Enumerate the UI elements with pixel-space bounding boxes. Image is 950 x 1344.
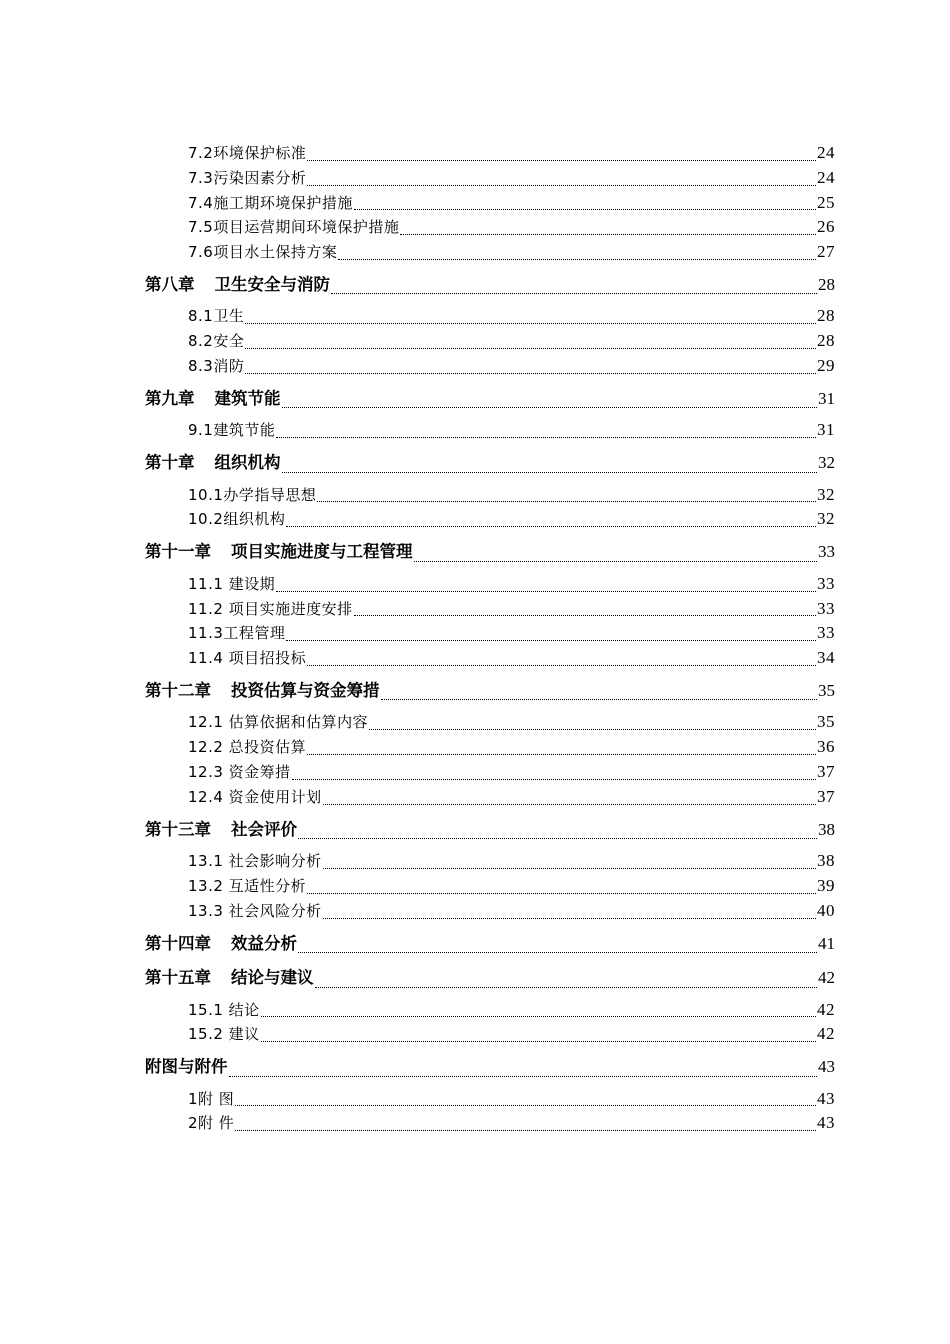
toc-page-number: 27 [817,242,835,262]
toc-section-entry[interactable] [145,621,835,646]
toc-section-entry[interactable] [145,1022,835,1047]
toc-page-number: 31 [817,420,835,440]
toc-page-number: 32 [818,453,835,473]
toc-dot-leader [298,952,817,953]
toc-entry-title: 10.2组织机构 [188,510,286,529]
toc-dot-leader [276,591,816,592]
toc-dot-leader [286,526,816,527]
toc-chapter-title: 结论与建议 [231,968,314,988]
toc-page-number: 43 [817,1088,835,1108]
toc-page-number: 36 [817,737,835,757]
toc-section-entry[interactable] [145,597,835,622]
toc-dot-leader [245,323,816,324]
toc-entry-title: 1附 图 [188,1089,235,1108]
toc-entry-title: 13.3 社会风险分析 [188,901,322,920]
toc-section-entry[interactable] [145,166,835,191]
toc-entry-title: 11.1 建设期 [188,574,276,593]
toc-chapter-entry[interactable] [145,815,835,845]
toc-section-entry[interactable] [145,646,835,671]
toc-dot-leader [286,640,816,641]
toc-chapter-number: 第九章 [145,388,195,408]
toc-chapter-number: 第八章 [145,274,195,294]
toc-entry-title: 7.3污染因素分析 [188,168,307,187]
toc-dot-leader [400,234,816,235]
toc-entry-title [145,384,281,414]
toc-page-number: 33 [817,598,835,618]
toc-page-number: 40 [817,900,835,920]
toc-entry-title: 10.1办学指导思想 [188,485,317,504]
toc-entry-title: 12.4 资金使用计划 [188,787,322,806]
toc-entry-title: 11.3工程管理 [188,624,286,643]
toc-dot-leader [354,615,816,616]
toc-chapter-entry[interactable] [145,384,835,414]
toc-page-number: 28 [817,306,835,326]
toc-page-number: 28 [818,274,835,294]
toc-entry-title: 附图与附件 [145,1057,228,1077]
toc-dot-leader [276,437,816,438]
toc-chapter-number: 第十二章 [145,680,211,700]
toc-chapter-title: 组织机构 [214,453,281,473]
toc-page-number: 38 [817,851,835,871]
toc-page-number: 37 [817,786,835,806]
toc-entry-title: 13.1 社会影响分析 [188,852,322,871]
toc-section-entry[interactable] [145,141,835,166]
toc-dot-leader [245,348,816,349]
toc-chapter-entry[interactable] [145,676,835,706]
toc-dot-leader [235,1130,816,1131]
toc-section-entry[interactable] [145,899,835,924]
toc-entry-title: 11.4 项目招投标 [188,649,307,668]
toc-section-entry[interactable] [145,849,835,874]
toc-page-number: 33 [817,573,835,593]
toc-entry-title: 7.2环境保护标准 [188,144,307,162]
toc-dot-leader [338,259,816,260]
toc-page-number: 37 [817,762,835,782]
toc-chapter-title: 卫生安全与消防 [214,274,330,294]
toc-chapter-number: 第十五章 [145,968,211,988]
toc-entry-title: 15.1 结论 [188,1000,260,1019]
toc-chapter-number: 第十四章 [145,933,211,953]
toc-dot-leader [298,838,817,839]
toc-page-number: 43 [818,1057,835,1077]
toc-entry-title [145,963,314,993]
toc-section-entry[interactable] [145,215,835,240]
toc-page-number: 24 [817,143,835,162]
toc-entry-title [145,270,330,300]
toc-dot-leader [245,373,816,374]
toc-dot-leader [307,893,816,894]
toc-chapter-number: 第十三章 [145,819,211,839]
toc-dot-leader [381,699,818,700]
toc-entry-title [145,676,380,706]
toc-page-number: 42 [818,968,835,988]
toc-chapter-entry[interactable] [145,537,835,567]
toc-entry-title [145,537,413,567]
toc-dot-leader [323,868,816,869]
toc-dot-leader [369,729,816,730]
toc-entry-title: 8.1卫生 [188,307,245,326]
toc-page-number: 32 [817,484,835,504]
toc-section-entry[interactable] [145,785,835,810]
toc-dot-leader [317,501,816,502]
toc-entry-title: 12.2 总投资估算 [188,738,307,757]
toc-entry-title: 9.1建筑节能 [188,421,276,440]
toc-dot-leader [354,209,816,210]
toc-entry-title [145,815,297,845]
toc-section-entry[interactable] [145,240,835,265]
toc-entry-title: 8.3消防 [188,357,245,376]
toc-page-number: 34 [817,648,835,668]
toc-section-entry[interactable] [145,191,835,216]
toc-entry-title: 13.2 互适性分析 [188,876,307,895]
toc-page-number: 33 [817,623,835,643]
toc-entry-title [145,448,281,478]
toc-page-number: 29 [817,356,835,376]
toc-chapter-entry[interactable] [145,1052,835,1082]
toc-section-entry[interactable] [145,998,835,1023]
toc-entry-title: 2附 件 [188,1114,235,1133]
toc-page-number: 24 [817,167,835,187]
toc-entry-title: 12.1 估算依据和估算内容 [188,713,369,732]
toc-chapter-entry[interactable] [145,963,835,993]
toc-dot-leader [307,665,816,666]
toc-dot-leader [229,1076,818,1077]
toc-chapter-number: 第十一章 [145,542,211,562]
toc-entry-title: 7.5项目运营期间环境保护措施 [188,218,400,237]
toc-page-number: 35 [818,680,835,700]
toc-chapter-title: 建筑节能 [214,388,281,408]
toc-page-number: 43 [817,1113,835,1133]
toc-chapter-title: 项目实施进度与工程管理 [231,542,413,562]
toc-dot-leader [331,293,817,294]
toc-chapter-title: 社会评价 [231,819,297,839]
toc-section-entry[interactable] [145,418,835,443]
toc-section-entry[interactable] [145,507,835,532]
toc-page-number: 33 [818,542,835,562]
toc-dot-leader [307,754,816,755]
toc-chapter-entry[interactable] [145,270,835,300]
toc-dot-leader [323,918,816,919]
toc-entry-title: 8.2安全 [188,332,245,351]
toc-dot-leader [282,472,818,473]
toc-dot-leader [292,779,816,780]
toc-section-entry[interactable] [145,710,835,735]
toc-page-number: 41 [818,933,835,953]
toc-chapter-title: 效益分析 [231,933,297,953]
toc-page-number: 31 [818,388,835,408]
toc-entry-title [145,929,297,959]
toc-section-entry[interactable] [145,329,835,354]
toc-dot-leader [261,1041,816,1042]
toc-section-entry[interactable] [145,1111,835,1136]
toc-section-entry[interactable] [145,304,835,329]
toc-section-entry[interactable] [145,572,835,597]
toc-chapter-number: 第十章 [145,453,195,473]
toc-page-number: 35 [817,712,835,732]
toc-dot-leader [315,987,818,988]
toc-section-entry[interactable] [145,760,835,785]
toc-page-number: 42 [817,999,835,1019]
toc-dot-leader [261,1016,816,1017]
toc-entry-title: 7.6项目水土保持方案 [188,243,338,262]
toc-section-entry[interactable] [145,1087,835,1112]
toc-dot-leader [307,160,816,161]
toc-entry-title: 15.2 建议 [188,1025,260,1044]
toc-entry-title: 7.4施工期环境保护措施 [188,193,353,212]
toc-dot-leader [414,561,818,562]
toc-page-number: 38 [818,819,835,839]
toc-dot-leader [235,1105,816,1106]
toc-chapter-title: 投资估算与资金筹措 [231,680,380,700]
toc-section-entry[interactable] [145,483,835,508]
table-of-contents [145,141,835,1136]
toc-chapter-entry[interactable] [145,448,835,478]
toc-dot-leader [323,804,816,805]
toc-page-number: 32 [817,509,835,529]
toc-entry-title: 12.3 资金筹措 [188,763,291,782]
toc-dot-leader [282,407,818,408]
toc-page-number: 26 [817,217,835,237]
toc-chapter-entry[interactable] [145,929,835,959]
toc-page-number: 39 [817,875,835,895]
toc-section-entry[interactable] [145,354,835,379]
toc-page-number: 28 [817,331,835,351]
toc-page-number: 42 [817,1024,835,1044]
toc-section-entry[interactable] [145,874,835,899]
toc-entry-title: 11.2 项目实施进度安排 [188,599,353,618]
toc-dot-leader [307,185,816,186]
toc-page-number: 25 [817,192,835,212]
toc-section-entry[interactable] [145,735,835,760]
